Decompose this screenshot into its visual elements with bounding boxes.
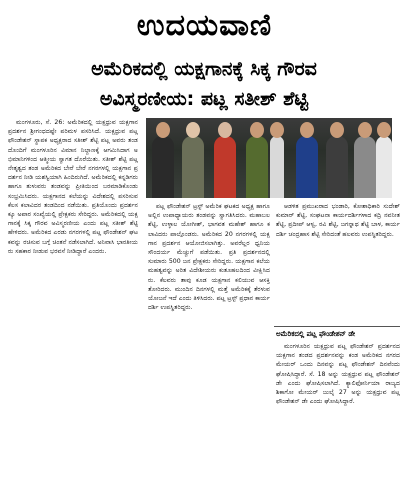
article-paragraph: ಆಡಳಿತ ಪ್ರಮುಖರಾದ ಭಂಡಾರಿ, ಕೋಶಾಧಿಕಾರಿ ಸುದೇಶ್ ಕುಮಾರ್ ಶೆಟ್ಟಿ, ಸಂಘಟನಾ ಕಾರ್ಯದರ್ಶಿಗಳಾದ ಕದ್ರಿ ನವನೀತ ಶೆಟ್ಟಿ, ಪ್ರದೀಪ್ ಆಳ್ವ, ರವಿ ಶೆಟ್ಟಿ, ಜಗನ್ನಾಥ ಶೆಟ್ಟಿ ಬಾಳ, ಕಾರ್ಯದರ್ಶಿ ಚಂದ್ರಹಾಸ ಶೆಟ್ಟಿ ಸೇರಿದಂತೆ ಹಲವರು ಉಪಸ್ಥಿತರಿದ್ದರು.	[276, 203, 400, 238]
article-column-1	[8, 118, 138, 496]
headline-line-2: ಅವಿಸ್ಮರಣೀಯ: ಪಟ್ಲ ಸತೀಶ್ ಶೆಟ್ಟಿ	[99, 88, 309, 110]
article-column-3-sub	[276, 342, 400, 496]
headline	[4, 54, 404, 114]
masthead	[0, 0, 409, 50]
article-paragraph: ಮಂಗಳೂರಿನ ಯಕ್ಷಧ್ರುವ ಪಟ್ಲ ಫೌಂಡೇಶನ್ ಪ್ರದರ್ಶನದ ಯಕ್ಷಗಾನ ತಂಡದ ಪ್ರದರ್ಶನವನ್ನು ಕಂಡ ಅಮೆರಿಕದ ನಗರದ ಮೇಯರ್ ಒಂದು ದಿನವನ್ನು ಪಟ್ಲ ಫೌಂಡೇಶನ್ ದಿನವೆಂದು ಘೋಷಿಸಿದ್ದಾರೆ. ಸೆ. 18 ಅನ್ನು ಯಕ್ಷಧ್ರುವ ಪಟ್ಲ ಫೌಂಡೇಶನ್ ಡೇ ಎಂದು ಘೋಷಿಸಲಾಗಿದೆ. ಕ್ಯಾಲಿಫೋರ್ನಿಯಾ ರಾಜ್ಯದ ಶಿಕಾಗೋ ಮೇಯರ್ ಜುಲೈ 27 ಅನ್ನು ಯಕ್ಷಧ್ರುವ ಪಟ್ಲ ಫೌಂಡೇಶನ್ ಡೇ ಎಂದು ಘೋಷಿಸಿದ್ದಾರೆ.	[276, 343, 400, 406]
article-column-2	[148, 202, 270, 496]
headline-line-1: ಅಮೆರಿಕದಲ್ಲಿ ಯಕ್ಷಗಾನಕ್ಕೆ ಸಿಕ್ಕ ಗೌರವ	[91, 58, 317, 80]
article-paragraph: ಮಂಗಳೂರು, ಸೆ. 26: ಅಮೆರಿಕದಲ್ಲಿ ಯಕ್ಷಧ್ರುವ ಯಕ್ಷಗಾನ ಪ್ರದರ್ಶನ ಶ್ರೀಗಂಧದಷ್ಟೇ ಪರಿಮಳ ಪಸರಿಸಿದೆ. ಯಕ್ಷಧ್ರುವ ಪಟ್ಲ ಫೌಂಡೇಶನ್ ಸ್ಥಾಪಕ ಅಧ್ಯಕ್ಷರಾದ ಸತೀಶ್ ಶೆಟ್ಟಿ ಪಟ್ಲ ಅವರು ತಂಡದೊಂದಿಗೆ ಮಂಗಳೂರಿನ ವಿಮಾನ ನಿಲ್ದಾಣಕ್ಕೆ ಆಗಮಿಸಿದಾಗ ಅಭಿಮಾನಿಗಳಿಂದ ಆತ್ಮೀಯ ಸ್ವಾಗತ ದೊರೆಯಿತು. ಸತೀಶ್ ಶೆಟ್ಟಿ ಪಟ್ಲ ನೇತೃತ್ವದ ತಂಡ ಅಮೆರಿಕದ ಬೇರೆ ಬೇರೆ ನಗರಗಳಲ್ಲಿ ಯಕ್ಷಗಾನ ಪ್ರದರ್ಶನ ನೀಡಿ ಯಶಸ್ವಿಯಾಗಿ ಹಿಂದಿರುಗಿದೆ. ಅಮೆರಿಕದಲ್ಲಿ ಕನ್ನಡಿಗರು ಹಾಗೂ ತುಳುವರು ತಂಡವನ್ನು ಪ್ರೀತಿಯಿಂದ ಬರಮಾಡಿಕೊಂಡು ಸಂಭ್ರಮಿಸಿದರು. ಯಕ್ಷಗಾನದ ಕಲೆಯನ್ನು ವಿದೇಶದಲ್ಲಿ ಪಸರಿಸುವ ಕೆಲಸ ಕಲಾವಿದರ ತಂಡದಿಂದ ನಡೆಯಿತು. ಪ್ರತಿಯೊಂದು ಪ್ರದರ್ಶನಕ್ಕೂ ಅಪಾರ ಸಂಖ್ಯೆಯಲ್ಲಿ ಪ್ರೇಕ್ಷಕರು ಸೇರಿದ್ದರು. ಅಮೆರಿಕದಲ್ಲಿ ಯಕ್ಷಗಾನಕ್ಕೆ ಸಿಕ್ಕ ಗೌರವ ಅವಿಸ್ಮರಣೀಯ ಎಂದು ಪಟ್ಲ ಸತೀಶ್ ಶೆಟ್ಟಿ ಹೇಳಿದರು. ಅಮೆರಿಕದ ಎರಡು ನಗರಗಳಲ್ಲಿ ಪಟ್ಲ ಫೌಂಡೇಶನ್ ಘಟಕವನ್ನು ರಚಿಸುವ ಬಗ್ಗೆ ಚಿಂತನೆ ನಡೆಸಲಾಗಿದೆ. ಅನಿವಾಸಿ ಭಾರತೀಯರು ಸಹಕಾರ ನೀಡುವ ಭರವಸೆ ನೀಡಿದ್ದಾರೆ ಎಂದರು.	[8, 119, 138, 255]
section-divider	[274, 326, 400, 327]
sub-heading: ಅಮೆರಿಕದಲ್ಲಿ ಪಟ್ಲ ಫೌಂಡೇಶನ್ ಡೇ	[276, 330, 356, 338]
article-paragraph: ಪಟ್ಲ ಫೌಂಡೇಶನ್ ಟ್ರಸ್ಟ್ ಅಮೆರಿಕ ಘಟಕದ ಅಧ್ಯಕ್ಷ ಹಾಗೂ ಅಲ್ಲಿನ ಉಪಾಧ್ಯಾಯರು ತಂಡವನ್ನು ಸ್ವಾಗತಿಸಿದರು. ಮಹಾಬಲ ಶೆಟ್ಟಿ, ಉಳ್ಳಾಲ ಯೋಗೀಶ್, ಭಾಗವತ ಮಹೇಶ್ ಹಾಗೂ ಕಲಾವಿದರು ಪಾಲ್ಗೊಂಡರು. ಅಮೆರಿಕದ 20 ನಗರಗಳಲ್ಲಿ ಯಕ್ಷಗಾನ ಪ್ರದರ್ಶನ ಆಯೋಜಿಸಲಾಗಿತ್ತು. ಅವರೆಲ್ಲರ ಧ್ವನಿಯ ಸೌಂದರ್ಯ ಮೆಚ್ಚುಗೆ ಪಡೆಯಿತು. ಪ್ರತಿ ಪ್ರದರ್ಶನದಲ್ಲಿ ಸುಮಾರು 500 ಜನ ಪ್ರೇಕ್ಷಕರು ಸೇರಿದ್ದರು. ಯಕ್ಷಗಾನ ಕಲೆಯ ಮಹತ್ವವನ್ನು ಅರಿತ ವಿದೇಶೀಯರು ಕುತೂಹಲದಿಂದ ವೀಕ್ಷಿಸಿದರು. ಕೆಲವರು ತಾವು ಕೂಡ ಯಕ್ಷಗಾನ ಕಲಿಯುವ ಆಸಕ್ತಿ ತೋರಿದರು. ಮುಂದಿನ ದಿನಗಳಲ್ಲಿ ಮತ್ತೆ ಅಮೆರಿಕಕ್ಕೆ ತೆರಳುವ ಯೋಜನೆ ಇದೆ ಎಂದು ತಿಳಿಸಿದರು. ಪಟ್ಲ ಟ್ರಸ್ಟ್ ಪ್ರಧಾನ ಕಾರ್ಯದರ್ಶಿ ಉಪಸ್ಥಿತರಿದ್ದರು.	[148, 203, 270, 312]
article-column-3	[276, 202, 400, 296]
news-photo	[146, 118, 392, 198]
newspaper-logo: ಉದಯವಾಣಿ	[136, 7, 273, 43]
